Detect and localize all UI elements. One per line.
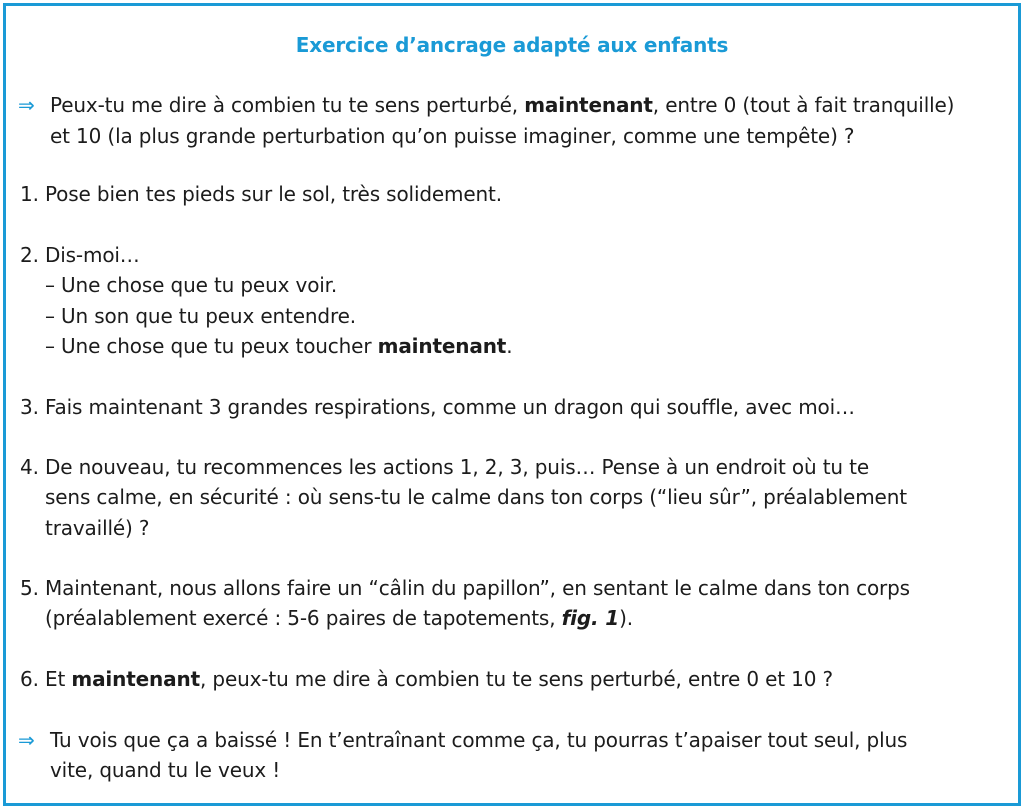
step-6: 6. Et maintenant, peux-tu me dire à combien tu te sens perturbé, entre 0 et 10 ?	[20, 667, 833, 691]
intro-line-1: Peux-tu me dire à combien tu te sens perturbé, maintenant, entre 0 (tout à fait tranquille)	[50, 93, 955, 117]
step-5-line-2: (préalablement exercé : 5-6 paires de tapotements, fig. 1).	[45, 606, 633, 630]
step-4-line-1: 4. De nouveau, tu recommences les actions 1, 2, 3, puis… Pense à un endroit où tu te	[20, 455, 869, 479]
step-2-item-see: – Une chose que tu peux voir.	[45, 273, 338, 297]
outro-line-1: Tu vois que ça a baissé ! En t’entraînant comme ça, tu pourras t’apaiser tout seul, plus	[50, 728, 908, 752]
page-title: Exercice d’ancrage adapté aux enfants	[295, 33, 729, 57]
step-1: 1. Pose bien tes pieds sur le sol, très solidement.	[20, 182, 502, 206]
intro-line-2: et 10 (la plus grande perturbation qu’on puisse imaginer, comme une tempête) ?	[50, 124, 855, 148]
step-4-line-2: sens calme, en sécurité : où sens-tu le calme dans ton corps (“lieu sûr”, préalablement	[45, 485, 907, 509]
arrow-icon: ⇒	[18, 93, 35, 117]
step-2-item-hear: – Un son que tu peux entendre.	[45, 304, 356, 328]
step-2-heading: 2. Dis-moi…	[20, 243, 140, 267]
step-3: 3. Fais maintenant 3 grandes respirations, comme un dragon qui souffle, avec moi…	[20, 395, 855, 419]
step-4-line-3: travaillé) ?	[45, 516, 150, 540]
outro-line-2: vite, quand tu le veux !	[50, 758, 281, 782]
arrow-icon: ⇒	[18, 728, 35, 752]
step-2-item-touch: – Une chose que tu peux toucher maintenant.	[45, 334, 513, 358]
step-5-line-1: 5. Maintenant, nous allons faire un “câlin du papillon”, en sentant le calme dans ton corps	[20, 576, 910, 600]
